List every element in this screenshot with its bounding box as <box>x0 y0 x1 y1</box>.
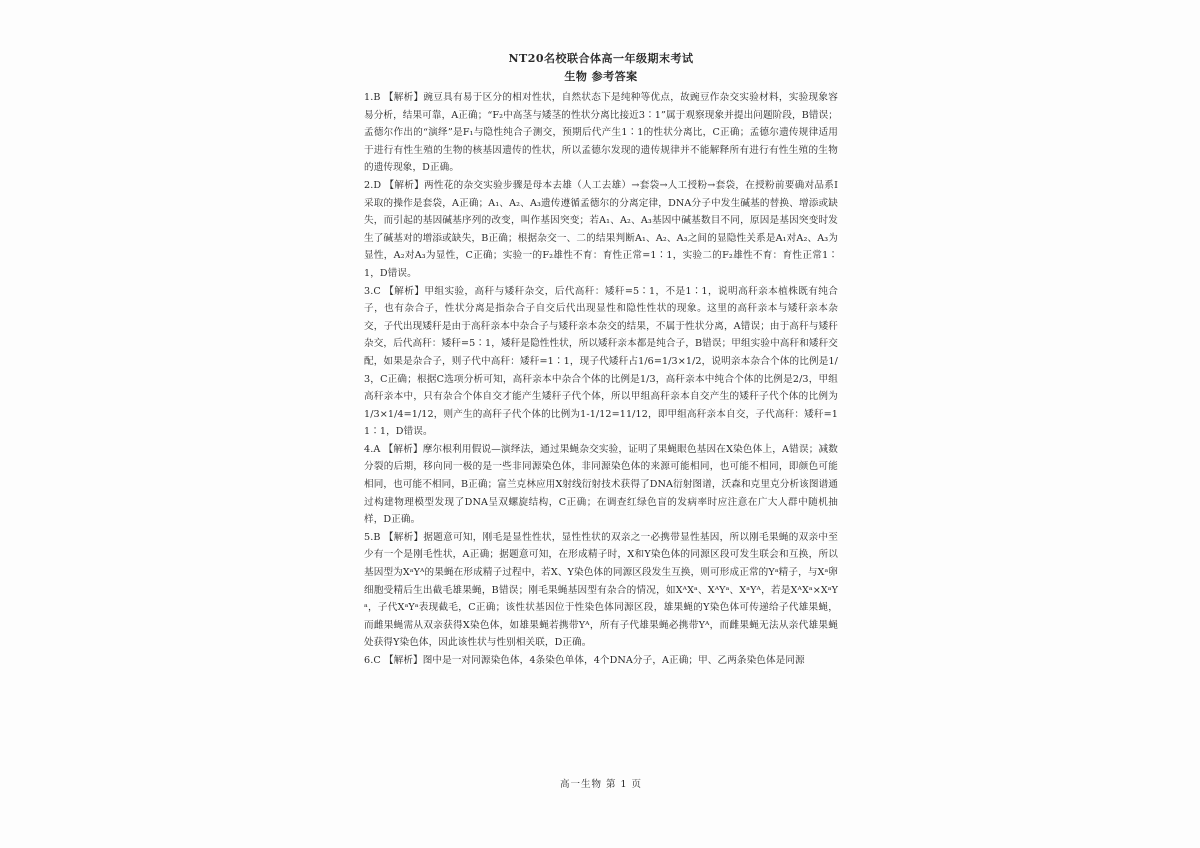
answer-text: 图中是一对同源染色体，4条染色单体，4个DNA分子，A正确；甲、乙两条染色体是同源 <box>422 655 805 666</box>
page-subtitle: 生物 参考答案 <box>564 70 638 83</box>
answer-lead: 1.B 【解析】 <box>364 92 424 103</box>
answer-lead: 2.D 【解析】 <box>364 179 424 191</box>
answer-paragraph-4 <box>364 441 838 529</box>
answer-lead: 6.C 【解析】 <box>364 655 423 666</box>
answer-lead: 5.B 【解析】 <box>364 531 424 543</box>
answer-text: 摩尔根利用假说—演绎法，通过果蝇杂交实验，证明了果蝇眼色基因在X染色体上，A错误；减数分裂的后期，移向同一极的是一些非同源染色体，非同源染色体的来源可能相同，也可能不相同，即颜色可能相同，也可能不相同，B正确；富兰克林应用X射线衍射技术获得了DNA衍射图谱，沃森和克里克分析该图谱通过构建物理模型发现了DNA呈双螺旋结构，C正确；在调查红绿色盲的发病率时应注意在广大人群中随机抽样，D正确。 <box>364 443 838 526</box>
answer-lead: 4.A 【解析】 <box>364 443 423 455</box>
answer-paragraph-3 <box>364 283 838 441</box>
answer-sheet <box>364 50 838 800</box>
answer-paragraph-5 <box>364 529 838 652</box>
answer-text: 两性花的杂交实验步骤是母本去雄（人工去雄）→套袋→人工授粉→套袋，在授粉前要确对品系Ⅰ采取的操作是套袋，A正确；A₁、A₂、A₃遗传遵循孟德尔的分离定律，DNA分子中发生碱基的替换、增添或缺失，而引起的基因碱基序列的改变，叫作基因突变；若A₁、A₂、A₃基因中碱基数目不同，原因是基因突变时发生了碱基对的增添或缺失，B正确；根据杂交一、二的结果判断A₁、A₂、A₃之间的显隐性关系是A₁对A₂、A₃为显性，A₂对A₃为显性，C正确；实验一的F₂雄性不育：育性正常=1∶1，实验二的F₂雄性不育：育性正常1∶1，D错误。 <box>364 179 839 279</box>
answer-text: 据题意可知，刚毛是显性性状，显性性状的双亲之一必携带显性基因，所以刚毛果蝇的双亲中至少有一个是刚毛性状，A正确；据题意可知，在形成精子时，X和Y染色体的同源区段可发生联会和互换，所以基因型为XᵃYᴬ的果蝇在形成精子过程中，若X、Y染色体的同源区段发生互换，则可形成正常的Yᵃ精子，与Xᵃ卵细胞受精后生出截毛雄果蝇，B错误；刚毛果蝇基因型有杂合的情况，如XᴬXᵃ、XᴬYᵃ、XᵃYᴬ，若是XᴬXᵃ×XᵃYᵃ，子代XᵃYᵃ表现截毛，C正确；该性状基因位于性染色体同源区段，雄果蝇的Y染色体可传递给子代雄果蝇，而雌果蝇需从双亲获得X染色体，如雄果蝇若携带Yᴬ，所有子代雄果蝇必携带Yᴬ，而雌果蝇无法从亲代雄果蝇处获得Y染色体，因此该性状与性别相关联，D正确。 <box>364 531 838 649</box>
page-title: NT20名校联合体高一年级期末考试 <box>508 52 694 65</box>
answer-text: 甲组实验，高秆与矮秆杂交，后代高秆：矮秆=5∶1，不是1∶1，说明高秆亲本植株既有纯合子，也有杂合子，性状分离是指杂合子自交后代出现显性和隐性性状的现象。这里的高秆亲本与矮秆亲本杂交，子代出现矮秆是由于高秆亲本中杂合子与矮秆亲本杂交的结果，不属于性状分离，A错误；由于高秆与矮秆杂交，后代高秆：矮秆=5∶1，矮秆是隐性性状，所以矮秆亲本都是纯合子，B错误；甲组实验中高秆和矮秆交配，如果是杂合子，则子代中高秆：矮秆=1∶1，现子代矮秆占1/6=1/3×1/2，说明亲本杂合个体的比例是1/3，C正确；根据C选项分析可知，高秆亲本中杂合个体的比例是1/3，高秆亲本中纯合个体的比例是2/3，甲组高秆亲本中，只有杂合个体自交才能产生矮秆子代个体，所以甲组高秆亲本自交产生的矮秆子代个体的比例为1/3×1/4=1/12，则产生的高秆子代个体的比例为1-1/12=11/12，即甲组高秆亲本自交，子代高秆：矮秆=11∶1，D错误。 <box>364 285 838 438</box>
answer-text: 豌豆具有易于区分的相对性状，自然状态下是纯种等优点，故豌豆作杂交实验材料，实验现象容易分析，结果可靠，A正确；“F₂中高茎与矮茎的性状分离比接近3∶1”属于观察现象并提出问题阶段，B错误；孟德尔作出的“演绎”是F₁与隐性纯合子测交，预期后代产生1∶1的性状分离比，C正确；孟德尔遗传规律适用于进行有性生殖的生物的核基因遗传的性状，所以孟德尔发现的遗传规律并不能解释所有进行有性生殖的生物的遗传现象，D正确。 <box>364 92 838 174</box>
answer-paragraph-6 <box>364 652 838 670</box>
answer-paragraph-2 <box>364 177 838 283</box>
answer-paragraph-1 <box>364 89 838 177</box>
answer-lead: 3.C 【解析】 <box>364 285 425 297</box>
page-footer: 高一生物 第 1 页 <box>559 779 643 790</box>
